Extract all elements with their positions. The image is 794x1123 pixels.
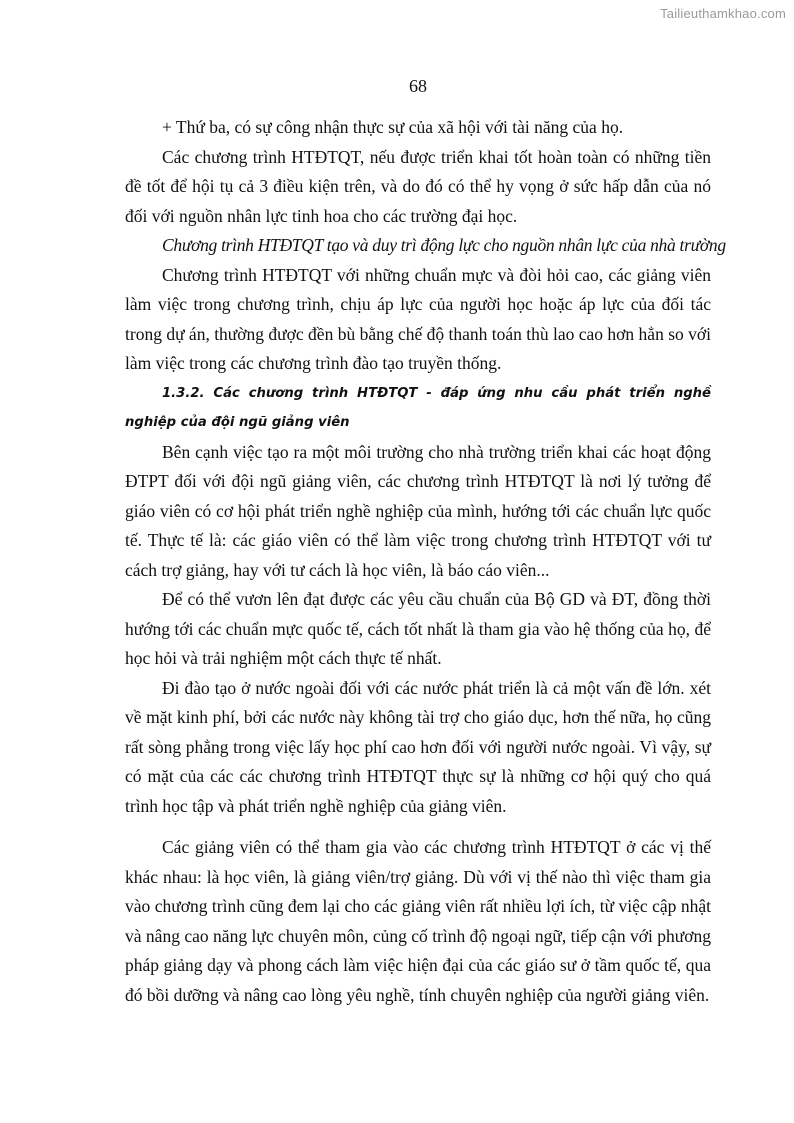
paragraph-third-condition: + Thứ ba, có sự công nhận thực sự của xã hội với tài năng của họ. (162, 117, 624, 137)
italic-subheading-motivation: Chương trình HTĐTQT tạo và duy trì động lực cho nguồn nhân lực của nhà trường (162, 235, 726, 255)
paragraph-international-standards: Để có thể vươn lên đạt được các yêu cầu chuẩn của Bộ GD và ĐT, đồng thời hướng tới các chuẩn mực quốc tế, cách tốt nhất là tham gia vào hệ thống của họ, để học hỏi và trải nghiệm một cách thực tế nhất. (125, 589, 711, 668)
watermark-text: Tailieuthamkhao.com (660, 6, 786, 21)
section-heading-1-3-2: 1.3.2. Các chương trình HTĐTQT - đáp ứng nhu cầu phát triển nghề nghiệp của đội ngũ giảng viên (125, 385, 711, 430)
paragraph-career-development: Bên cạnh việc tạo ra một môi trường cho nhà trường triển khai các hoạt động ĐTPT đối với đội ngũ giảng viên, các chương trình HTĐTQT là nơi lý tưởng để giáo viên có cơ hội phát triển nghề nghiệp của mình, hướng tới các chuẩn lực quốc tế. Thực tế là: các giáo viên có thể làm việc trong chương trình HTĐTQT với tư cách trợ giảng, hay với tư cách là học viên, là báo cáo viên... (125, 441, 711, 580)
paragraph-compensation: Chương trình HTĐTQT với những chuẩn mực và đòi hỏi cao, các giảng viên làm việc trong chương trình, chịu áp lực của người học hoặc áp lực của đối tác trong dự án, thường được đền bù bằng chế độ thanh toán thù lao cao hơn hẳn so với làm việc trong các chương trình đào tạo truyền thống. (125, 264, 711, 373)
paragraph-benefits: Các giảng viên có thể tham gia vào các chương trình HTĐTQT ở các vị thế khác nhau: là học viên, là giảng viên/trợ giảng. Dù với vị thế nào thì việc tham gia vào chương trình cũng đem lại cho các giảng viên rất nhiều lợi ích, từ việc cập nhật và nâng cao năng lực chuyên môn, củng cố trình độ ngoại ngữ, tiếp cận với phương pháp giảng dạy và phong cách làm việc hiện đại của các giáo sư ở tầm quốc tế, qua đó bồi dưỡng và nâng cao lòng yêu nghề, tính chuyên nghiệp của người giảng viên. (125, 837, 711, 1005)
document-body (125, 113, 726, 1010)
paragraph-program-conditions: Các chương trình HTĐTQT, nếu được triển khai tốt hoàn toàn có những tiền đề tốt để hội tụ cả 3 điều kiện trên, và do đó có thể hy vọng ở sức hấp dẫn của nó đối với nguồn nhân lực tinh hoa cho các trường đại học. (125, 146, 711, 226)
paragraph-study-abroad: Đi đào tạo ở nước ngoài đối với các nước phát triển là cả một vấn đề lớn. xét về mặt kinh phí, bởi các nước này không tài trợ cho giáo dục, hơn thế nữa, họ cũng rất sòng phẳng trong việc lấy học phí cao hơn đối với người nước ngoài. Vì vậy, sự có mặt của các các chương trình HTĐTQT thực sự là những cơ hội quý cho quá trình học tập và phát triển nghề nghiệp của giảng viên. (125, 677, 711, 816)
page-number: 68 (409, 76, 427, 96)
